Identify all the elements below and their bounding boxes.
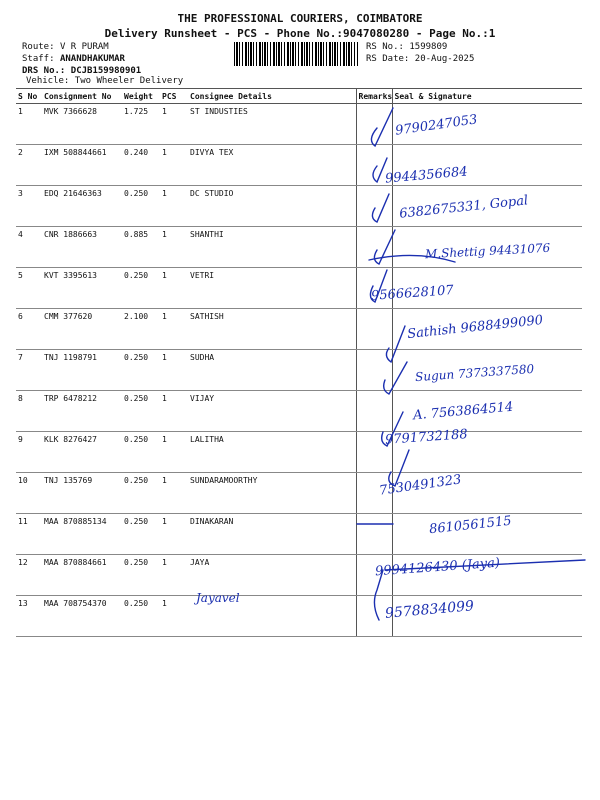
handwriting-row5: 9566628107 bbox=[370, 283, 455, 304]
row-consignee: JAYA bbox=[188, 555, 356, 596]
row-weight: 0.250 bbox=[122, 473, 160, 514]
staff-label: Staff: bbox=[22, 54, 55, 64]
row-sno: 5 bbox=[16, 268, 42, 309]
row-pcs: 1 bbox=[160, 350, 188, 391]
row-consignee: SUNDARAMOORTHY bbox=[188, 473, 356, 514]
drs-label: DRS No.: bbox=[22, 66, 66, 76]
row-weight: 0.250 bbox=[122, 555, 160, 596]
row-sno: 3 bbox=[16, 186, 42, 227]
vehicle-line bbox=[26, 76, 183, 86]
row-weight: 0.240 bbox=[122, 145, 160, 186]
handwriting-row8: A. 7563864514 bbox=[412, 399, 514, 424]
rs-no-line bbox=[366, 42, 447, 52]
handwriting-row9: 9791732188 bbox=[384, 427, 469, 448]
row-sno: 7 bbox=[16, 350, 42, 391]
row-pcs: 1 bbox=[160, 309, 188, 350]
row-weight: 0.250 bbox=[122, 391, 160, 432]
row-consignment: TNJ 135769 bbox=[42, 473, 122, 514]
col-sno: S No bbox=[16, 89, 42, 104]
route-value: V R PURAM bbox=[59, 42, 109, 52]
row-sno: 8 bbox=[16, 391, 42, 432]
tick-mark bbox=[384, 362, 407, 394]
row-weight: 0.250 bbox=[122, 514, 160, 555]
handwriting-row11: 8610561515 bbox=[428, 513, 513, 538]
row-consignee: VETRI bbox=[188, 268, 356, 309]
row-sno: 12 bbox=[16, 555, 42, 596]
row-sno: 4 bbox=[16, 227, 42, 268]
row-consignee: DINAKARAN bbox=[188, 514, 356, 555]
row-consignment: KLK 8276427 bbox=[42, 432, 122, 473]
row-pcs: 1 bbox=[160, 268, 188, 309]
rs-no-label: RS No.: bbox=[366, 42, 404, 52]
row-pcs: 1 bbox=[160, 596, 188, 637]
row-weight: 2.100 bbox=[122, 309, 160, 350]
row-sno: 6 bbox=[16, 309, 42, 350]
row-consignment: MAA 870884661 bbox=[42, 555, 122, 596]
vehicle-label: Vehicle: bbox=[26, 76, 70, 86]
row-sno: 11 bbox=[16, 514, 42, 555]
row-consignee: LALITHA bbox=[188, 432, 356, 473]
col-consignee: Consignee Details bbox=[188, 89, 356, 104]
row-pcs: 1 bbox=[160, 104, 188, 145]
col-signature: Seal & Signature bbox=[392, 89, 582, 104]
row-sno: 9 bbox=[16, 432, 42, 473]
row-consignee: VIJAY bbox=[188, 391, 356, 432]
row-consignment: MVK 7366628 bbox=[42, 104, 122, 145]
tick-mark bbox=[372, 194, 389, 222]
row-sno: 13 bbox=[16, 596, 42, 637]
row-sno: 1 bbox=[16, 104, 42, 145]
staff-value: ANANDHAKUMAR bbox=[59, 54, 125, 64]
handwriting-row7: Sugun 7373337580 bbox=[414, 361, 535, 385]
handwriting-row1: 9790247053 bbox=[394, 112, 479, 139]
rs-date-label: RS Date: bbox=[366, 54, 410, 64]
row-consignment: MAA 708754370 bbox=[42, 596, 122, 637]
staff-line bbox=[22, 54, 125, 64]
row-pcs: 1 bbox=[160, 514, 188, 555]
col-consignment: Consignment No bbox=[42, 89, 122, 104]
handwriting-consignee-row13: Jayavel bbox=[196, 591, 240, 605]
row-sno: 2 bbox=[16, 145, 42, 186]
handwriting-row2: 9944356684 bbox=[384, 164, 469, 187]
row-consignee: ST INDUSTIES bbox=[188, 104, 356, 145]
row-consignee: DIVYA TEX bbox=[188, 145, 356, 186]
row-weight: 0.250 bbox=[122, 432, 160, 473]
row-consignee: SUDHA bbox=[188, 350, 356, 391]
row-consignment: TRP 6478212 bbox=[42, 391, 122, 432]
row-weight: 0.250 bbox=[122, 268, 160, 309]
drs-value: DCJB159980901 bbox=[70, 66, 142, 76]
row-pcs: 1 bbox=[160, 186, 188, 227]
row-weight: 0.885 bbox=[122, 227, 160, 268]
row-weight: 1.725 bbox=[122, 104, 160, 145]
row-weight: 0.250 bbox=[122, 186, 160, 227]
row-consignment: CNR 1886663 bbox=[42, 227, 122, 268]
row-consignee: SATHISH bbox=[188, 309, 356, 350]
rs-date-value: 20-Aug-2025 bbox=[414, 54, 475, 64]
handwriting-row12: 9994126430 (Jaya) bbox=[374, 555, 501, 580]
handwriting-row6: Sathish 9688499090 bbox=[406, 312, 544, 343]
vehicle-value: Two Wheeler Delivery bbox=[74, 76, 184, 86]
barcode bbox=[234, 42, 358, 66]
runsheet-title: Delivery Runsheet - PCS - Phone No.:9047080280 - Page No.:1 bbox=[104, 27, 496, 40]
row-consignee: SHANTHI bbox=[188, 227, 356, 268]
row-sno: 10 bbox=[16, 473, 42, 514]
handwriting-row3: 6382675331, Gopal bbox=[398, 193, 529, 222]
row-weight: 0.250 bbox=[122, 596, 160, 637]
row-consignment: KVT 3395613 bbox=[42, 268, 122, 309]
row-consignment: EDQ 21646363 bbox=[42, 186, 122, 227]
col-pcs: PCS bbox=[160, 89, 188, 104]
row-consignment: TNJ 1198791 bbox=[42, 350, 122, 391]
row-pcs: 1 bbox=[160, 555, 188, 596]
signature-area bbox=[355, 100, 595, 640]
row-pcs: 1 bbox=[160, 473, 188, 514]
col-remarks: Remarks bbox=[356, 89, 392, 104]
tick-mark bbox=[371, 108, 393, 146]
tick-mark bbox=[386, 326, 405, 362]
route-label: Route: bbox=[22, 42, 55, 52]
row-pcs: 1 bbox=[160, 432, 188, 473]
rs-no-value: 1599809 bbox=[409, 42, 448, 52]
rs-date-line bbox=[366, 54, 474, 64]
handwriting-row4: M.Shettig 94431076 bbox=[424, 240, 551, 262]
handwriting-row10: 7530491323 bbox=[378, 472, 463, 499]
row-consignment: CMM 377620 bbox=[42, 309, 122, 350]
row-pcs: 1 bbox=[160, 391, 188, 432]
company-name: THE PROFESSIONAL COURIERS, COIMBATORE bbox=[177, 12, 423, 25]
drs-line bbox=[22, 66, 141, 76]
route-line bbox=[22, 42, 109, 52]
row-consignee: DC STUDIO bbox=[188, 186, 356, 227]
handwriting-row13: 9578834099 bbox=[384, 598, 475, 622]
row-consignment: MAA 870885134 bbox=[42, 514, 122, 555]
col-weight: Weight bbox=[122, 89, 160, 104]
row-pcs: 1 bbox=[160, 227, 188, 268]
row-pcs: 1 bbox=[160, 145, 188, 186]
row-weight: 0.250 bbox=[122, 350, 160, 391]
row-consignment: IXM 508844661 bbox=[42, 145, 122, 186]
